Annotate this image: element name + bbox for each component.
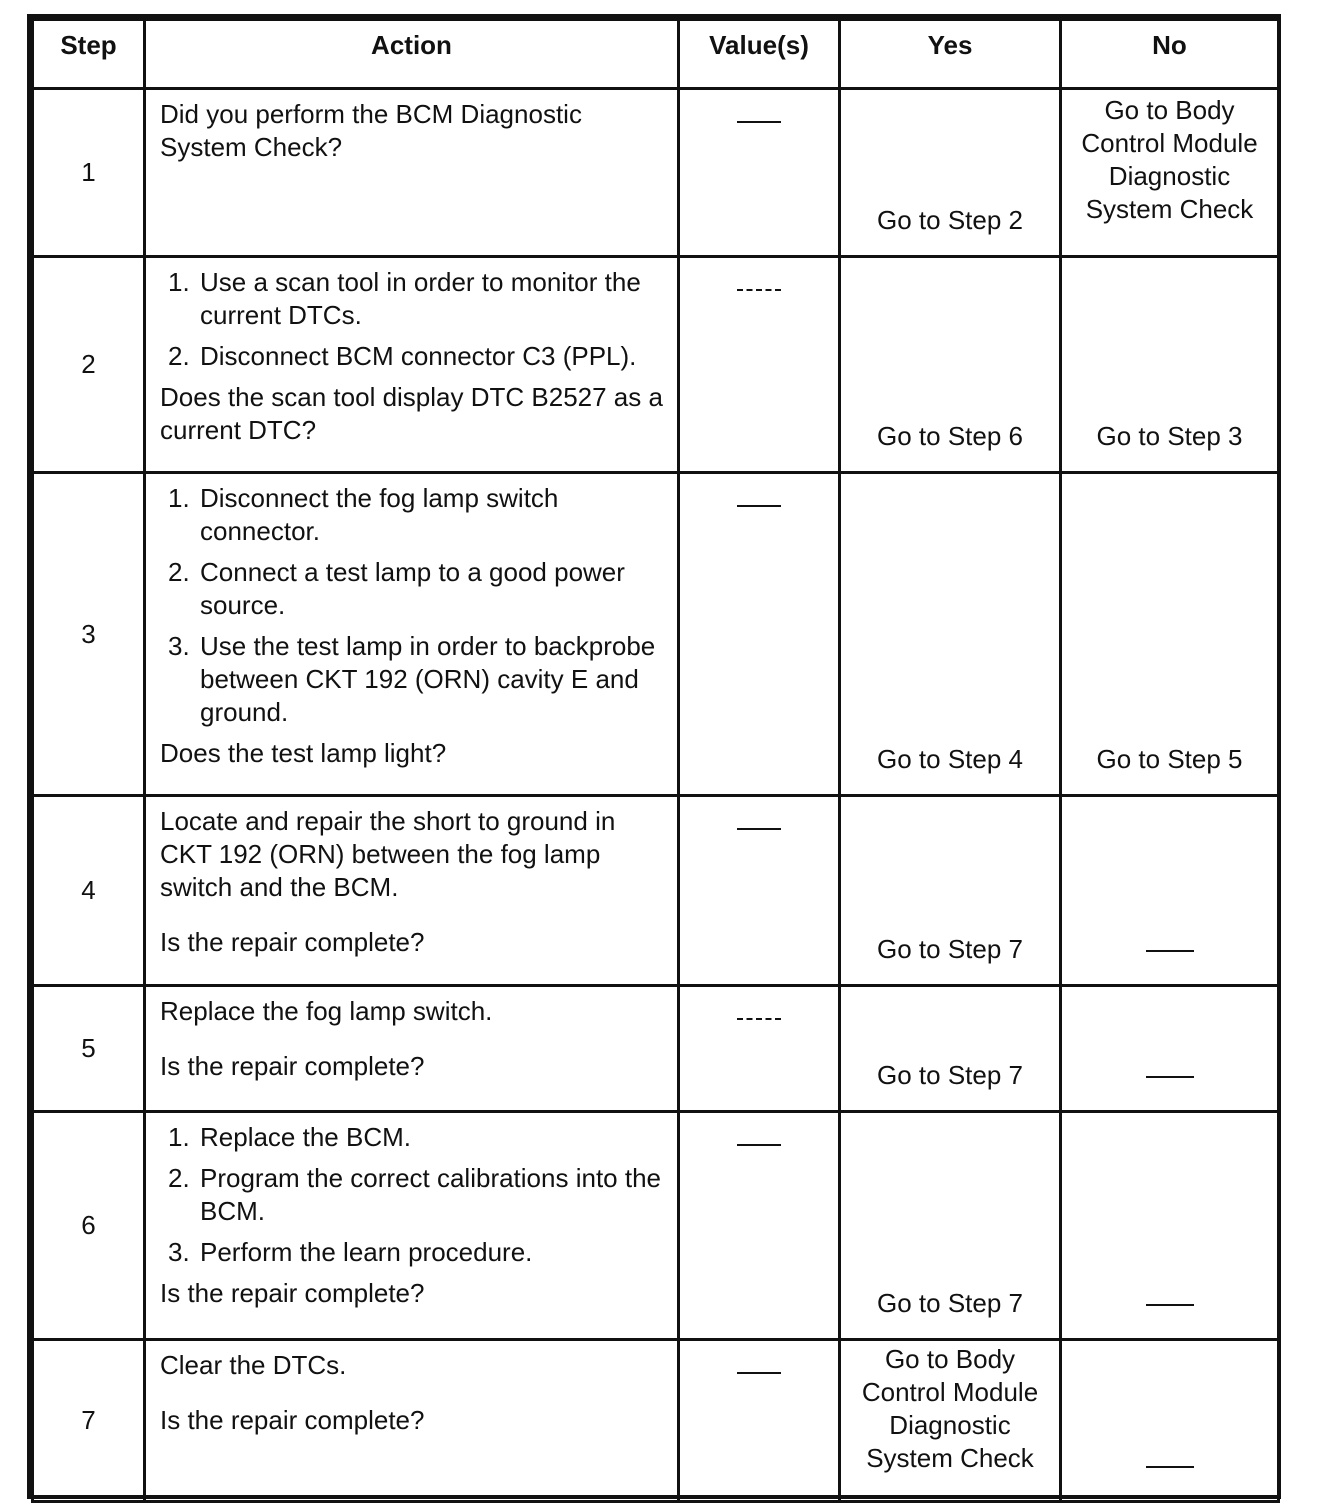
yes-cell: Go to Step 6 [840, 257, 1061, 473]
step-number: 5 [33, 986, 145, 1112]
yes-cell: Go to Step 4 [840, 473, 1061, 796]
step-number: 6 [33, 1112, 145, 1340]
action-cell [145, 473, 679, 796]
no-cell [1061, 796, 1279, 986]
value-dash [737, 289, 781, 291]
table-row [33, 1340, 1279, 1502]
step-number: 1 [33, 89, 145, 257]
action-cell [145, 796, 679, 986]
action-text: Locate and repair the short to ground in CKT 192 (ORN) between the fog lamp switch and the BCM. [160, 806, 616, 902]
header-action: Action [145, 20, 679, 89]
action-cell [145, 257, 679, 473]
yes-cell: Go to Step 7 [840, 986, 1061, 1112]
action-question: Does the scan tool display DTC B2527 as a current DTC? [160, 382, 663, 445]
action-question: Does the test lamp light? [160, 738, 447, 768]
table-row [33, 1112, 1279, 1340]
action-cell [145, 1340, 679, 1502]
no-cell [1061, 1340, 1279, 1502]
table-row [33, 89, 1279, 257]
table-row [33, 257, 1279, 473]
header-no: No [1061, 20, 1279, 89]
no-dash [1146, 1304, 1194, 1306]
table-row [33, 986, 1279, 1112]
no-dash [1146, 950, 1194, 952]
step-number: 3 [33, 473, 145, 796]
action-list-item: 2. Connect a test lamp to a good power source. [168, 557, 625, 620]
step-number: 7 [33, 1340, 145, 1502]
action-text: Did you perform the BCM Diagnostic System Check? [160, 99, 582, 162]
diagnostic-table [31, 18, 1280, 1503]
action-cell [145, 986, 679, 1112]
no-cell [1061, 986, 1279, 1112]
value-dash [737, 1144, 781, 1146]
action-text: Clear the DTCs. [160, 1350, 347, 1380]
header-step: Step [33, 20, 145, 89]
action-list-item: 1. Replace the BCM. [168, 1122, 411, 1152]
no-cell [1061, 1112, 1279, 1340]
header-yes: Yes [840, 20, 1061, 89]
action-list-item: 3. Perform the learn procedure. [168, 1237, 533, 1267]
action-question: Is the repair complete? [160, 1051, 425, 1081]
table-row [33, 473, 1279, 796]
value-dash [737, 505, 781, 507]
table-row [33, 796, 1279, 986]
yes-cell: Go to Step 2 [840, 89, 1061, 257]
yes-cell: Go to Body Control Module Diagnostic System Check [840, 1340, 1061, 1502]
action-cell [145, 1112, 679, 1340]
value-cell [679, 257, 840, 473]
value-dash [737, 1018, 781, 1020]
value-cell [679, 796, 840, 986]
no-cell [1061, 89, 1279, 257]
value-cell [679, 1112, 840, 1340]
value-cell [679, 1340, 840, 1502]
no-text: Go to Body Control Module Diagnostic System Check [1081, 95, 1258, 224]
value-dash [737, 828, 781, 830]
header-row [33, 20, 1279, 89]
action-cell [145, 89, 679, 257]
action-question: Is the repair complete? [160, 927, 425, 957]
yes-cell: Go to Step 7 [840, 1112, 1061, 1340]
step-number: 4 [33, 796, 145, 986]
no-cell: Go to Step 3 [1061, 257, 1279, 473]
value-dash [737, 121, 781, 123]
action-list-item: 2. Disconnect BCM connector C3 (PPL). [168, 341, 637, 371]
action-text: Replace the fog lamp switch. [160, 996, 493, 1026]
diagnostic-table-frame [27, 14, 1281, 1499]
value-cell [679, 89, 840, 257]
action-list-item: 1. Use a scan tool in order to monitor the current DTCs. [168, 267, 641, 330]
no-cell: Go to Step 5 [1061, 473, 1279, 796]
value-cell [679, 473, 840, 796]
step-number: 2 [33, 257, 145, 473]
action-question: Is the repair complete? [160, 1278, 425, 1308]
no-dash [1146, 1076, 1194, 1078]
action-question: Is the repair complete? [160, 1405, 425, 1435]
value-cell [679, 986, 840, 1112]
action-list-item: 3. Use the test lamp in order to backprobe between CKT 192 (ORN) cavity E and ground. [168, 631, 656, 727]
header-values: Value(s) [679, 20, 840, 89]
no-dash [1146, 1466, 1194, 1468]
yes-cell: Go to Step 7 [840, 796, 1061, 986]
action-list-item: 1. Disconnect the fog lamp switch connector. [168, 483, 559, 546]
value-dash [737, 1372, 781, 1374]
action-list-item: 2. Program the correct calibrations into the BCM. [168, 1163, 661, 1226]
